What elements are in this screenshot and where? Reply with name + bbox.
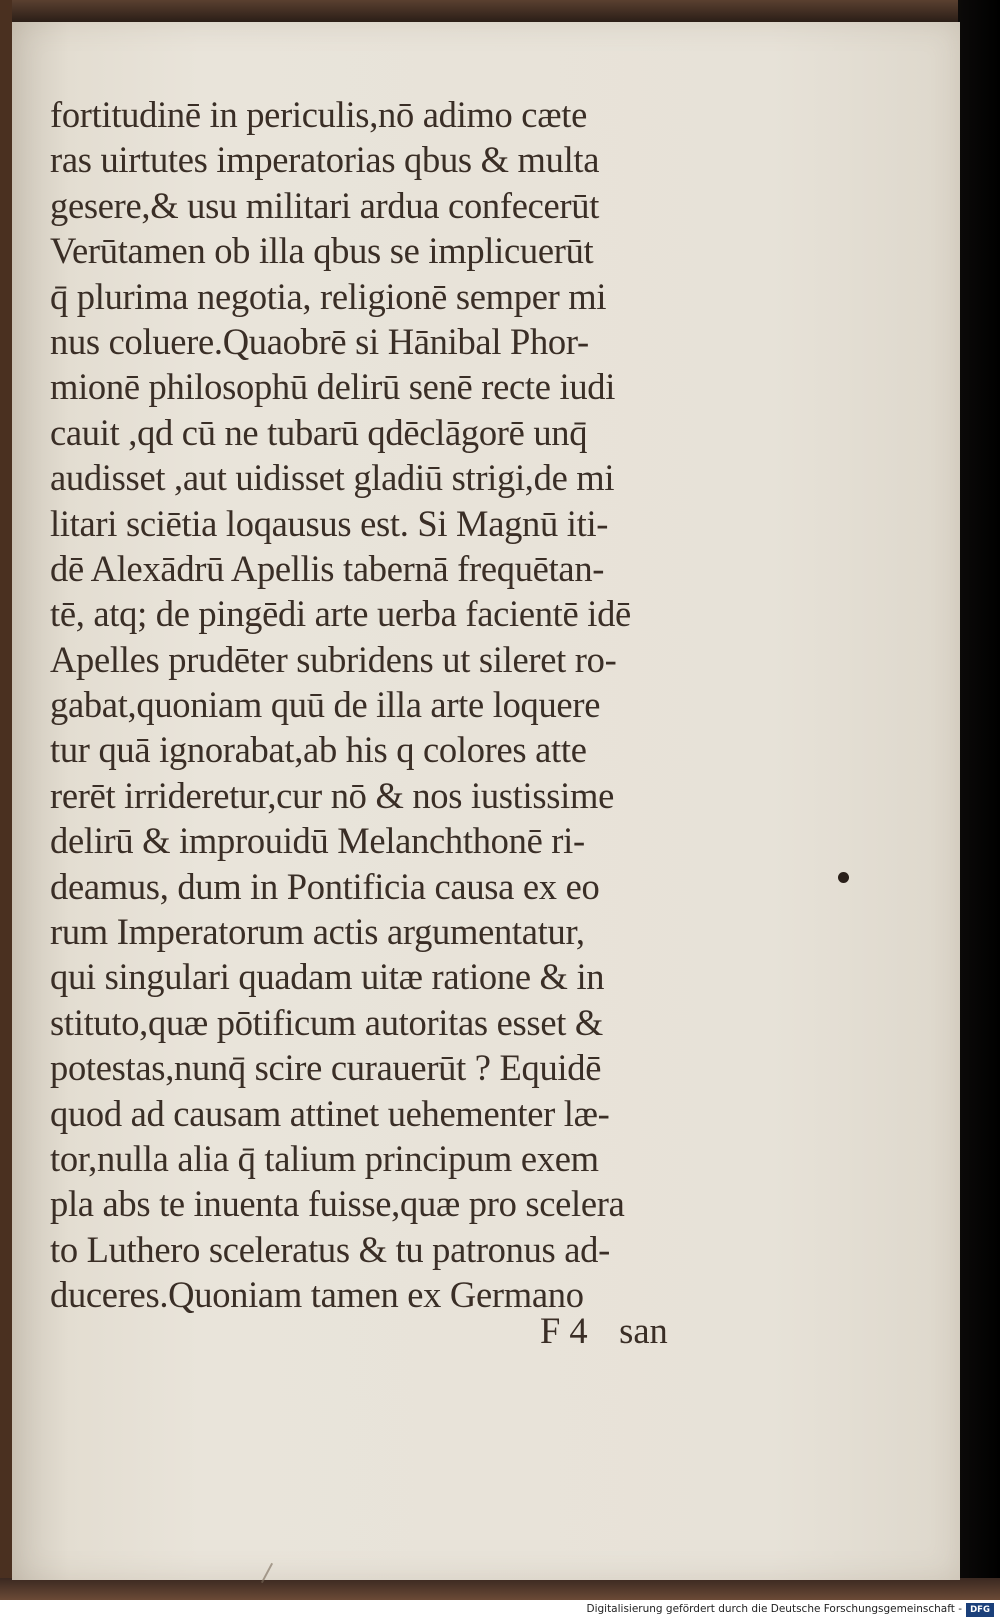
text-line: quod ad causam attinet uehementer læ- bbox=[50, 1092, 610, 1134]
signature-mark: F 4 bbox=[540, 1310, 588, 1351]
text-line: dē Alexādrū Apellis tabernā frequētan- bbox=[50, 547, 605, 589]
text-line: q̄ plurima negotia, religionē semper mi bbox=[50, 275, 607, 317]
text-line: potestas,nunq̄ scire curauerūt ? Equidē bbox=[50, 1047, 602, 1089]
text-line: to Luthero sceleratus & tu patronus ad- bbox=[50, 1228, 610, 1270]
text-line: audisset ,aut uidisset gladiū strigi,de mi bbox=[50, 457, 615, 499]
text-line: tur quā ignorabat,ab his q colores atte bbox=[50, 729, 587, 771]
text-line: pla abs te inuenta fuisse,quæ pro scelera bbox=[50, 1183, 625, 1225]
book-page bbox=[12, 22, 960, 1580]
text-line: stituto,quæ pōtificum autoritas esset & bbox=[50, 1001, 603, 1043]
text-line: litari sciētia loqausus est. Si Magnū iti- bbox=[50, 502, 609, 544]
text-line: fortitudinē in periculis,nō adimo cæte bbox=[50, 94, 587, 135]
book-right-shadow bbox=[958, 0, 1000, 1600]
text-line: duceres.Quoniam tamen ex Germano bbox=[50, 1274, 584, 1316]
page-footer bbox=[540, 1309, 668, 1352]
book-top-edge bbox=[0, 0, 1000, 22]
text-line: tor,nulla alia q̄ talium principum exem bbox=[50, 1137, 599, 1179]
text-line: gesere,& usu militari ardua confecerūt bbox=[50, 184, 600, 226]
text-line: rum Imperatorum actis argumentatur, bbox=[50, 911, 585, 953]
text-line: delirū & improuidū Melanchthonē ri- bbox=[50, 820, 585, 862]
text-line: mionē philosophū delirū senē recte iudi bbox=[50, 366, 616, 408]
catchword: san bbox=[619, 1310, 668, 1351]
text-line: deamus, dum in Pontificia causa ex eo bbox=[50, 865, 600, 907]
page-text-block bbox=[50, 92, 750, 1318]
text-line: ras uirtutes imperatorias qbus & multa bbox=[50, 139, 600, 181]
text-line: nus coluere.Quaobrē si Hānibal Phor- bbox=[50, 320, 589, 362]
funding-credit: Digitalisierung gefördert durch die Deutsche Forschungsgemeinschaft - bbox=[586, 1603, 962, 1615]
dfg-logo: DFG bbox=[966, 1603, 994, 1617]
text-line: tē, atq; de pingēdi arte uerba facientē idē bbox=[50, 593, 631, 635]
book-bottom-edge bbox=[0, 1578, 1000, 1600]
text-line: Apelles prudēter subridens ut sileret ro- bbox=[50, 638, 617, 680]
text-line: qui singulari quadam uitæ ratione & in bbox=[50, 956, 605, 998]
ink-spot bbox=[838, 872, 849, 883]
book-left-edge bbox=[0, 0, 12, 1600]
text-line: rerēt irrideretur,cur nō & nos iustissime bbox=[50, 774, 615, 816]
credit-bar bbox=[0, 1600, 1000, 1621]
text-line: cauit ,qd cū ne tubarū qdēclāgorē unq̄ bbox=[50, 411, 588, 453]
text-line: gabat,quoniam quū de illa arte loquere bbox=[50, 684, 601, 726]
text-line: Verūtamen ob illa qbus se implicuerūt bbox=[50, 230, 594, 272]
